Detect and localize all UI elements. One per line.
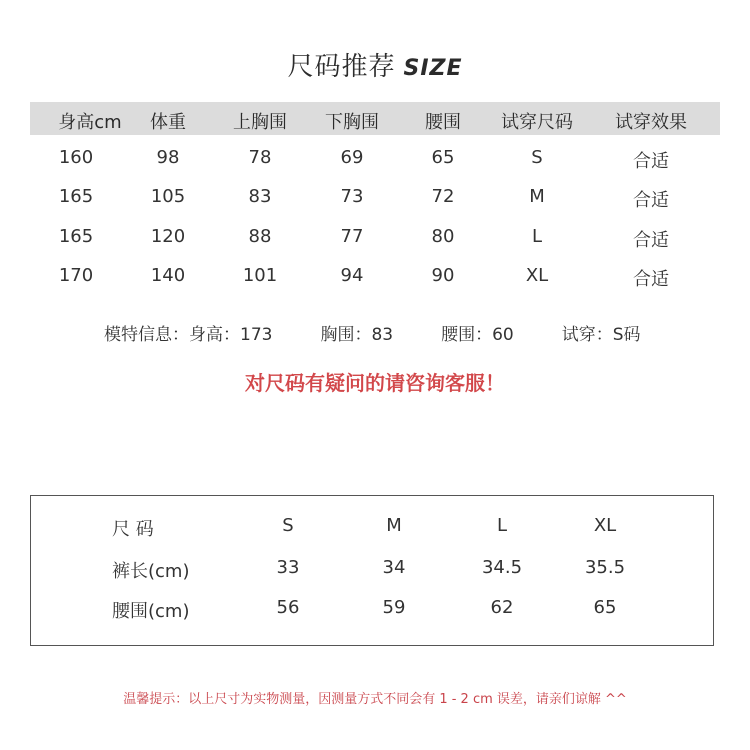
measurement-tip: 温馨提示：以上尺寸为实物测量，因测量方式不同会有 1 - 2 cm 误差，请亲们谅解 ^^ (123, 692, 627, 707)
table-cell: 83 (248, 186, 272, 207)
table-cell: 98 (156, 147, 180, 168)
table-cell: S (531, 147, 543, 168)
header-try-effect: 试穿效果 (615, 112, 687, 133)
table-cell: 合适 (633, 151, 669, 172)
model-info-label: 模特信息： (104, 325, 189, 345)
header-upper-chest: 上胸围 (233, 112, 287, 133)
pants-size-l: L (496, 515, 508, 536)
pants-length-value: 33 (276, 557, 300, 578)
header-try-size: 试穿尺码 (501, 112, 573, 133)
table-cell: 80 (431, 226, 455, 247)
table-cell: 90 (431, 265, 455, 286)
pants-length-label: 裤长(cm) (112, 561, 190, 582)
table-cell: 合适 (633, 269, 669, 290)
header-height: 身高cm (58, 112, 122, 133)
table-cell: 69 (340, 147, 364, 168)
table-cell: 105 (150, 186, 186, 207)
pants-length-value: 35.5 (584, 557, 626, 578)
pants-waist-label: 腰围(cm) (112, 601, 190, 622)
header-weight: 体重 (150, 112, 186, 133)
table-cell: 160 (58, 147, 94, 168)
pants-size-xl: XL (593, 515, 617, 536)
title-en: SIZE (403, 56, 463, 81)
table-cell: 78 (248, 147, 272, 168)
pants-waist-value: 59 (382, 597, 406, 618)
pants-size-m: M (386, 515, 402, 536)
header-lower-chest: 下胸围 (325, 112, 379, 133)
table-cell: XL (525, 265, 549, 286)
model-info (104, 320, 724, 345)
table-cell: 120 (150, 226, 186, 247)
pants-length-value: 34 (382, 557, 406, 578)
pants-size-s: S (282, 515, 294, 536)
table-cell: 101 (242, 265, 278, 286)
table-cell: 170 (58, 265, 94, 286)
size-inquiry-notice: 对尺码有疑问的请咨询客服！ (245, 371, 505, 395)
model-height: 身高：173 (189, 325, 273, 345)
pants-waist-value: 65 (593, 597, 617, 618)
model-chest: 胸围：83 (320, 325, 394, 345)
pants-size-label: 尺 码 (112, 519, 154, 540)
table-cell: 88 (248, 226, 272, 247)
pants-length-value: 34.5 (481, 557, 523, 578)
table-cell: 165 (58, 186, 94, 207)
pants-waist-value: 62 (490, 597, 514, 618)
table-cell: 合适 (633, 230, 669, 251)
table-cell: 合适 (633, 190, 669, 211)
header-waist: 腰围 (425, 112, 461, 133)
model-waist: 腰围：60 (441, 325, 514, 345)
table-cell: 165 (58, 226, 94, 247)
page-title (0, 46, 750, 83)
table-cell: 94 (340, 265, 364, 286)
pants-waist-value: 56 (276, 597, 300, 618)
table-cell: M (529, 186, 545, 207)
table-cell: 65 (431, 147, 455, 168)
table-cell: 73 (340, 186, 364, 207)
table-cell: 140 (150, 265, 186, 286)
table-cell: 72 (431, 186, 455, 207)
title-zh: 尺码推荐 (287, 52, 396, 82)
table-cell: L (531, 226, 543, 247)
model-fit: 试穿：S码 (561, 325, 641, 345)
table-cell: 77 (340, 226, 364, 247)
